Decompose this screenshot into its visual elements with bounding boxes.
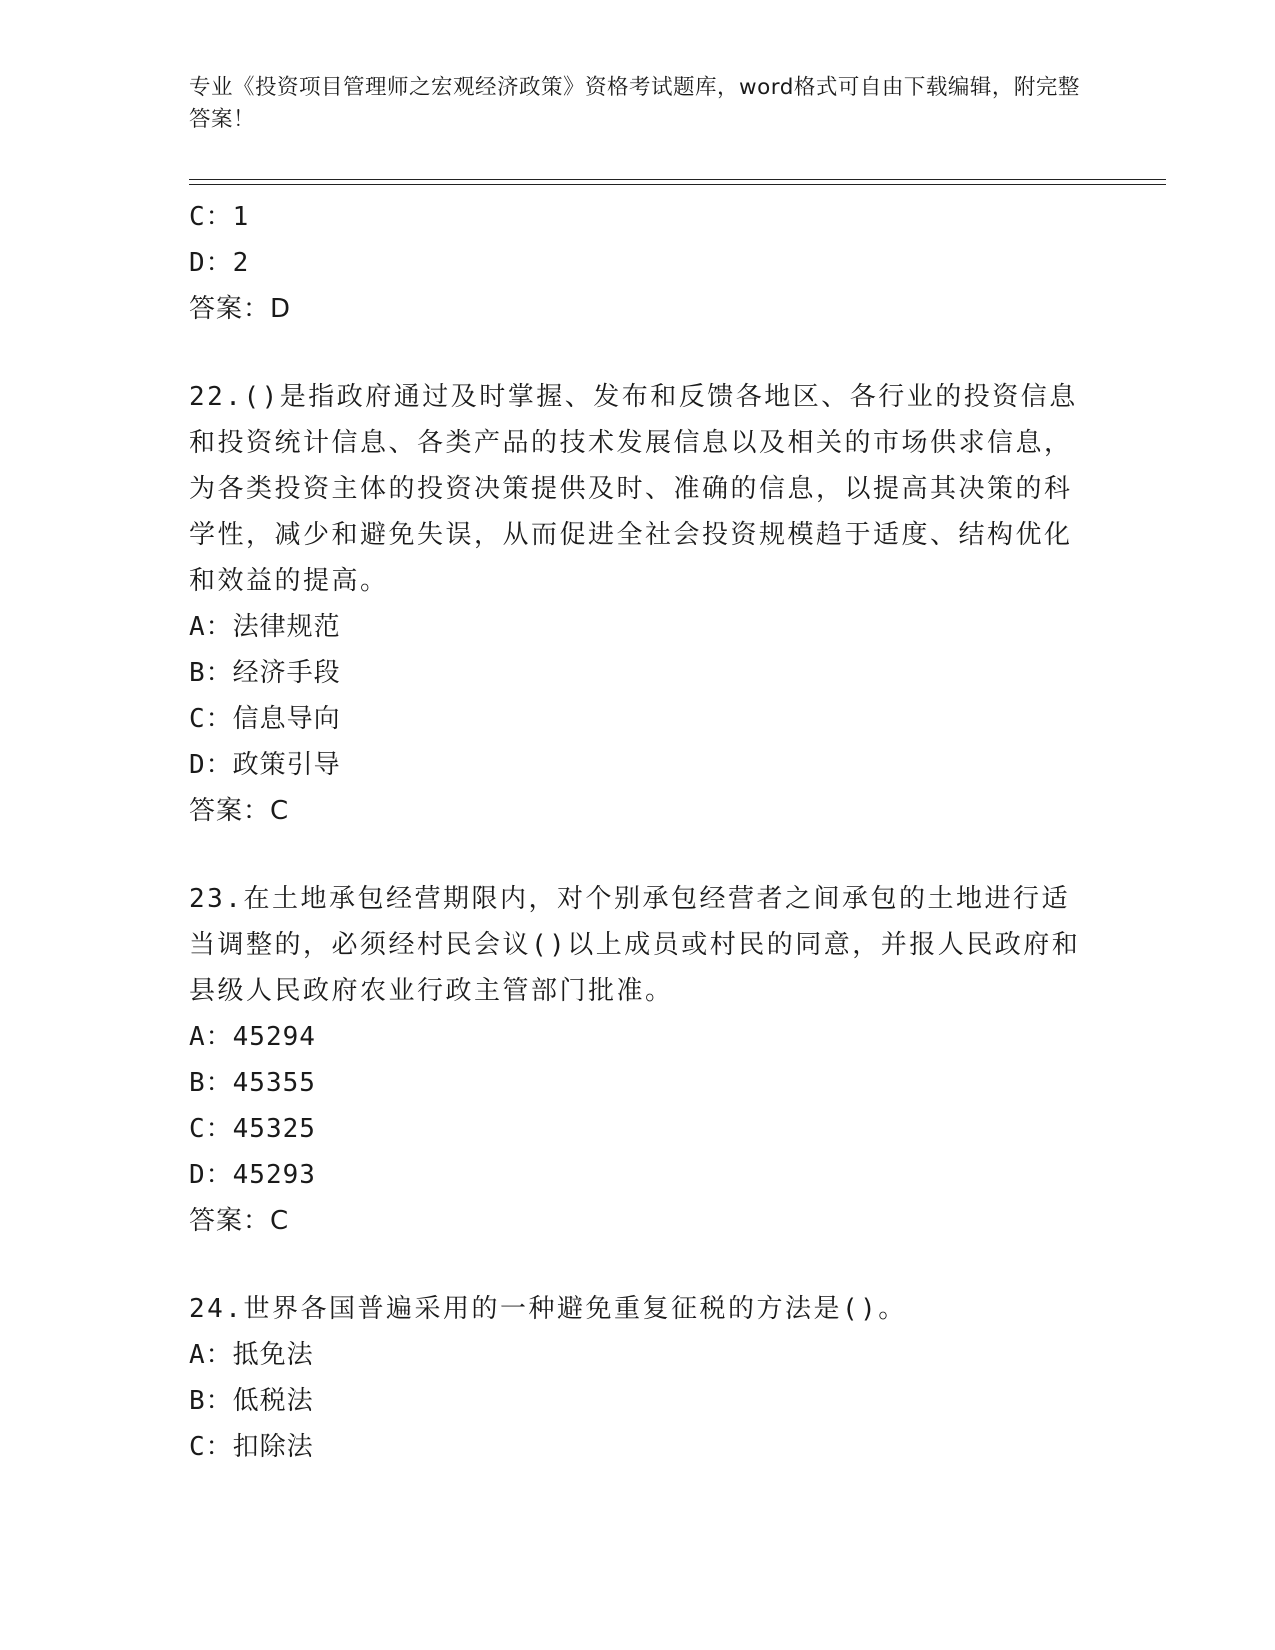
option-label: C：	[189, 1114, 233, 1144]
option-d	[189, 240, 1089, 286]
option-text: 45325	[232, 1114, 316, 1144]
option-text: 经济手段	[232, 658, 341, 688]
option-a	[189, 1332, 1089, 1378]
option-text: 2	[232, 248, 250, 278]
option-text: 低税法	[232, 1386, 314, 1416]
option-b	[189, 1378, 1089, 1424]
option-label: C：	[189, 1432, 233, 1462]
option-text: 45355	[232, 1068, 316, 1098]
option-label: A：	[189, 1022, 233, 1052]
page-header: 专业《投资项目管理师之宏观经济政策》资格考试题库，word格式可自由下载编辑，附完整答案！	[189, 75, 1080, 132]
option-d	[189, 742, 1089, 788]
option-a	[189, 1014, 1089, 1060]
option-label: D：	[189, 750, 233, 780]
question-stem-24: 24.世界各国普遍采用的一种避免重复征税的方法是()。	[189, 1294, 907, 1324]
header-rule-bottom	[189, 184, 1166, 185]
option-b	[189, 650, 1089, 696]
option-text: 法律规范	[232, 612, 341, 642]
option-text: 信息导向	[232, 704, 341, 734]
option-b	[189, 1060, 1089, 1106]
option-label: A：	[189, 1340, 233, 1370]
header-rule-top	[189, 179, 1166, 180]
option-c	[189, 696, 1089, 742]
option-c	[189, 1106, 1089, 1152]
option-a	[189, 604, 1089, 650]
option-label: C：	[189, 202, 233, 232]
option-label: B：	[189, 1386, 233, 1416]
option-text: 抵免法	[232, 1340, 314, 1370]
question-stem-23: 23.在土地承包经营期限内，对个别承包经营者之间承包的土地进行适当调整的，必须经村民会议()以上成员或村民的同意，并报人民政府和县级人民政府农业行政主管部门批准。	[189, 884, 1081, 1006]
spacer	[189, 332, 1089, 374]
option-text: 扣除法	[232, 1432, 314, 1462]
option-text: 政策引导	[232, 750, 341, 780]
question-content	[189, 194, 1089, 1470]
option-d	[189, 1152, 1089, 1198]
spacer	[189, 1244, 1089, 1286]
option-text: 45294	[232, 1022, 316, 1052]
option-label: B：	[189, 658, 233, 688]
option-label: D：	[189, 248, 233, 278]
answer-line: 答案：D	[189, 294, 292, 324]
answer-line: 答案：C	[189, 796, 290, 826]
option-label: A：	[189, 612, 233, 642]
option-text: 45293	[232, 1160, 316, 1190]
spacer	[189, 834, 1089, 876]
option-label: B：	[189, 1068, 233, 1098]
option-label: C：	[189, 704, 233, 734]
answer-line: 答案：C	[189, 1206, 290, 1236]
question-stem-22: 22.()是指政府通过及时掌握、发布和反馈各地区、各行业的投资信息和投资统计信息、各类产品的技术发展信息以及相关的市场供求信息，为各类投资主体的投资决策提供及时、准确的信息，以提高其决策的科学性，减少和避免失误，从而促进全社会投资规模趋于适度、结构优化和效益的提高。	[189, 382, 1078, 596]
option-c	[189, 1424, 1089, 1470]
option-c	[189, 194, 1089, 240]
option-label: D：	[189, 1160, 233, 1190]
option-text: 1	[232, 202, 250, 232]
